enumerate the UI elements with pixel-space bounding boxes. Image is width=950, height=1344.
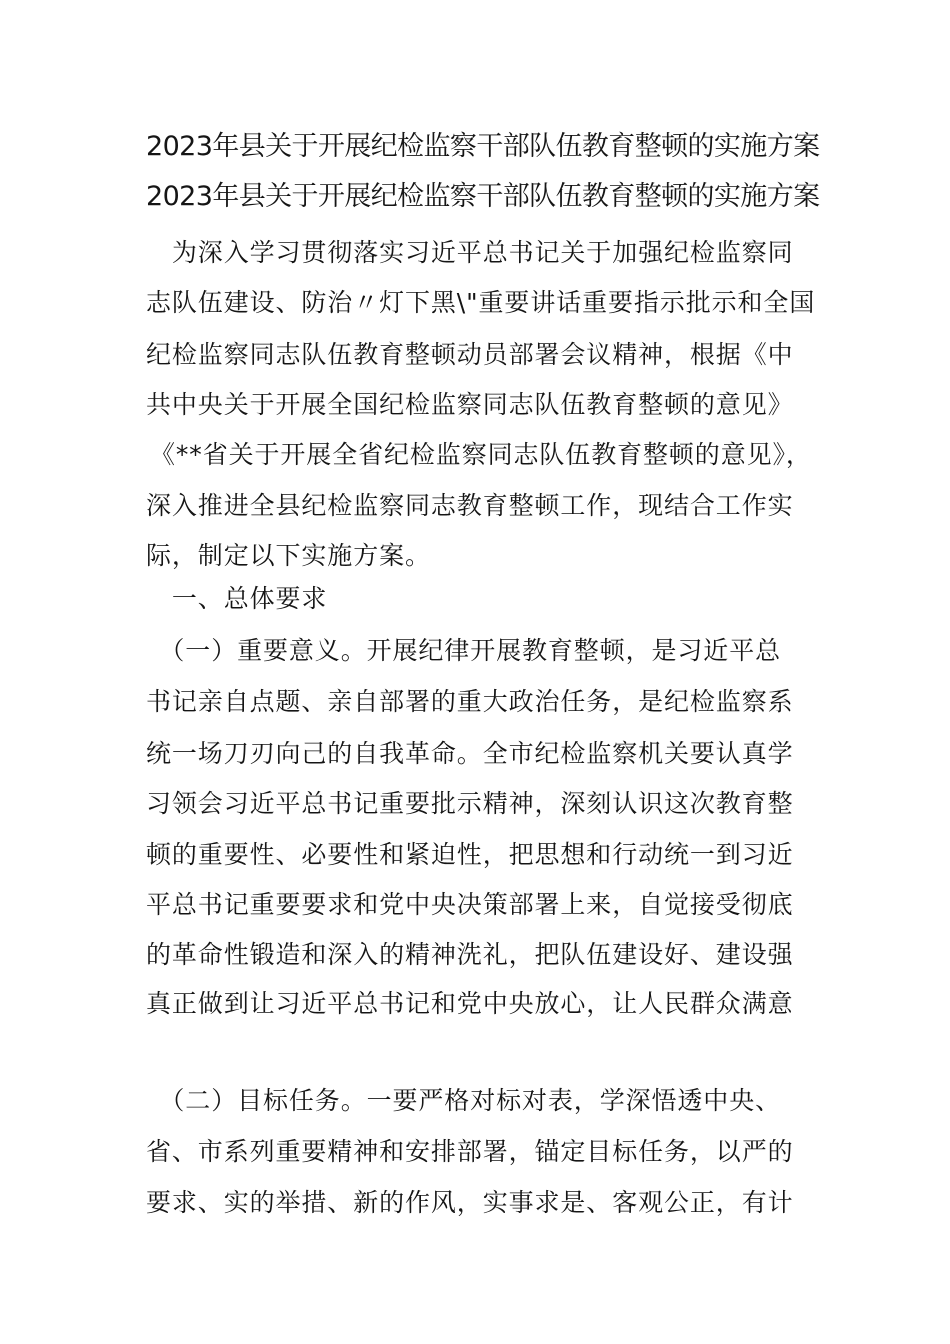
body-line: 平总书记重要要求和党中央决策部署上来，自觉接受彻底 bbox=[146, 890, 794, 919]
body-line: 习领会习近平总书记重要批示精神，深刻认识这次教育整 bbox=[146, 789, 794, 818]
body-line: （一）重要意义。开展纪律开展教育整顿，是习近平总 bbox=[146, 636, 782, 665]
document-title: 2023年县关于开展纪检监察干部队伍教育整顿的实施方案 bbox=[146, 131, 820, 162]
document-subtitle: 2023年县关于开展纪检监察干部队伍教育整顿的实施方案 bbox=[146, 181, 820, 212]
body-line: 深入推进全县纪检监察同志教育整顿工作，现结合工作实 bbox=[146, 491, 794, 520]
body-line: 际，制定以下实施方案。 bbox=[146, 541, 431, 570]
body-line: 省、市系列重要精神和安排部署，锚定目标任务，以严的 bbox=[146, 1137, 794, 1166]
body-line: （二）目标任务。一要严格对标对表，学深悟透中央、 bbox=[146, 1086, 782, 1115]
body-line: 纪检监察同志队伍教育整顿动员部署会议精神，根据《中 bbox=[146, 340, 794, 369]
body-line: 顿的重要性、必要性和紧迫性，把思想和行动统一到习近 bbox=[146, 840, 794, 869]
body-line: 统一场刀刃向己的自我革命。全市纪检监察机关要认真学 bbox=[146, 739, 794, 768]
section-heading: 一、总体要求 bbox=[146, 584, 328, 613]
body-line: 真正做到让习近平总书记和党中央放心，让人民群众满意 bbox=[146, 989, 794, 1018]
body-line: 志队伍建设、防治〃灯下黑\"重要讲话重要指示批示和全国 bbox=[146, 288, 816, 317]
body-line: 的革命性锻造和深入的精神洗礼，把队伍建设好、建设强 bbox=[146, 940, 794, 969]
body-line: 《**省关于开展全省纪检监察同志队伍教育整顿的意见》， bbox=[150, 440, 812, 469]
body-line: 书记亲自点题、亲自部署的重大政治任务，是纪检监察系 bbox=[146, 687, 794, 716]
body-line: 要求、实的举措、新的作风，实事求是、客观公正，有计 bbox=[146, 1188, 794, 1217]
body-line: 为深入学习贯彻落实习近平总书记关于加强纪检监察同 bbox=[146, 238, 794, 267]
body-line: 共中央关于开展全国纪检监察同志队伍教育整顿的意见》 bbox=[146, 390, 794, 419]
